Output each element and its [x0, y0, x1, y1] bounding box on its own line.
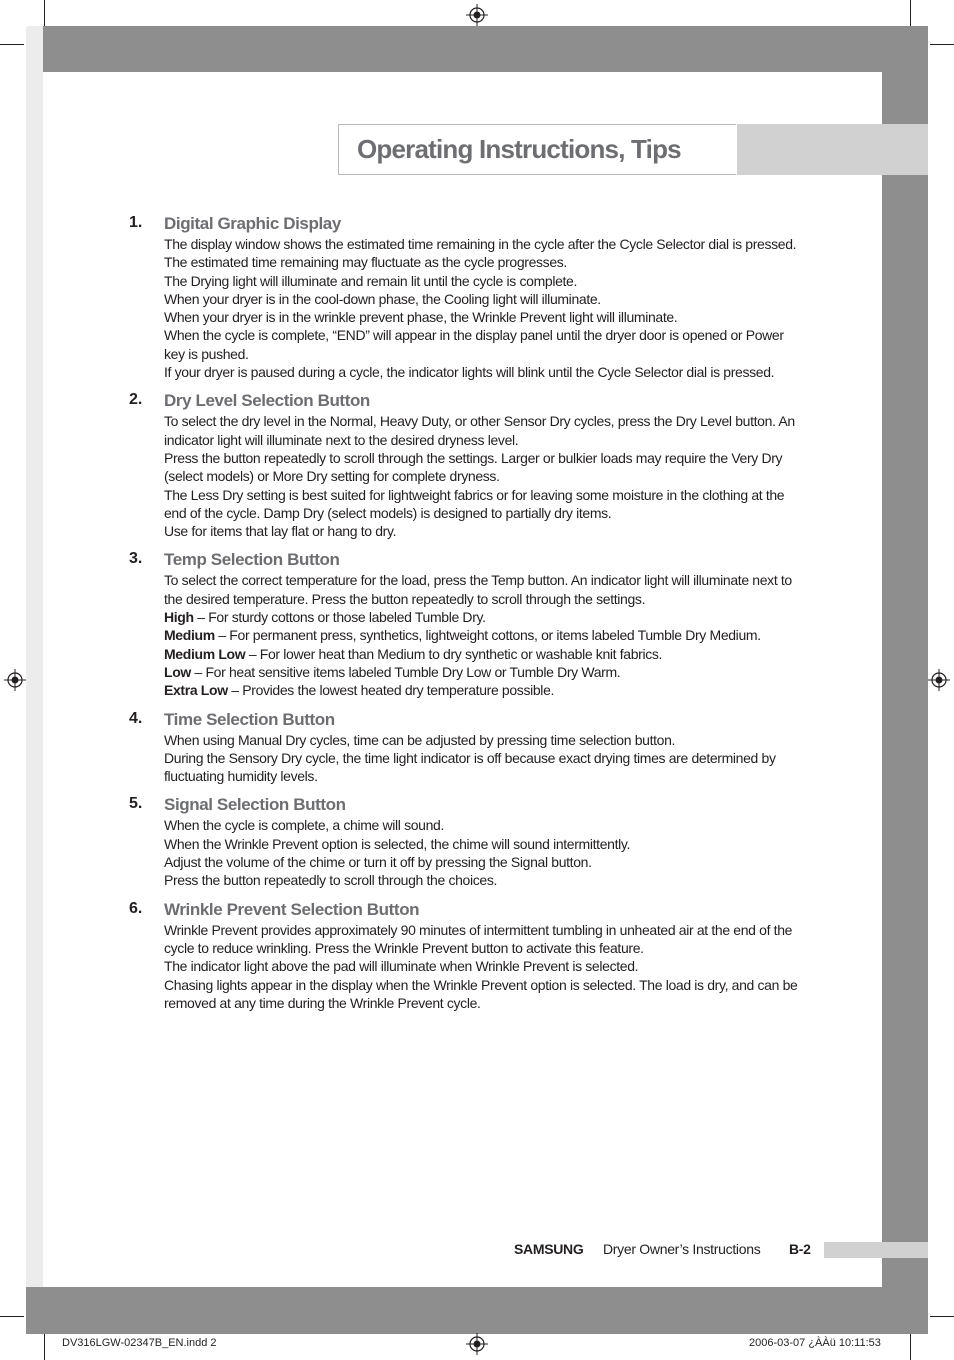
setting-description: – Provides the lowest heated dry temperature possible.: [227, 682, 555, 699]
item-number: 2.: [129, 391, 143, 409]
item-text: When using Manual Dry cycles, time can be adjusted by pressing time selection button.: [164, 731, 676, 748]
list-item: [126, 709, 806, 786]
item-text: The Drying light will illuminate and remain lit until the cycle is complete.: [164, 272, 578, 289]
item-heading: Temp Selection Button: [164, 550, 340, 570]
item-text: Use for items that lay flat or hang to dry.: [164, 523, 397, 540]
item-text: To select the correct temperature for the load, press the Temp button. An indicator light will illuminate next to the desired temperature. Press the button repeatedly to scroll through the settings.: [164, 572, 792, 607]
registration-mark-icon: [466, 1333, 488, 1355]
page-number: B-2: [789, 1241, 811, 1257]
temp-setting: [164, 608, 806, 626]
footer-tab: [824, 1242, 928, 1258]
item-number: 6.: [129, 899, 143, 917]
crop-mark: [930, 1316, 954, 1317]
crop-mark: [930, 44, 954, 45]
title-tab: [737, 124, 928, 175]
setting-description: – For lower heat than Medium to dry synthetic or washable knit fabrics.: [245, 645, 663, 662]
temp-setting: [164, 681, 806, 699]
item-text: When the cycle is complete, “END” will appear in the display panel until the dryer door is opened or Power key is pushed.: [164, 327, 784, 362]
item-heading: Time Selection Button: [164, 709, 335, 729]
list-item: [126, 794, 806, 889]
slug-timestamp: 2006-03-07 ¿ÀÀü 10:11:53: [749, 1337, 881, 1349]
temp-setting: [164, 645, 806, 663]
setting-description: – For permanent press, synthetics, lightweight cottons, or items labeled Tumble Dry Medium.: [214, 627, 761, 644]
crop-mark: [0, 1316, 24, 1317]
item-number: 5.: [129, 795, 143, 813]
item-text: Chasing lights appear in the display when the Wrinkle Prevent option is selected. The load is dry, and can be removed at any time during the Wrinkle Prevent cycle.: [164, 976, 798, 1011]
item-heading: Signal Selection Button: [164, 795, 346, 815]
title-box: [338, 124, 736, 175]
item-number: 4.: [129, 709, 143, 727]
item-text: The indicator light above the pad will illuminate when Wrinkle Prevent is selected.: [164, 958, 639, 975]
item-text: To select the dry level in the Normal, Heavy Duty, or other Sensor Dry cycles, press the Dry Level button. An indicator light will illuminate next to the desired dryness level.: [164, 413, 795, 448]
item-text: When your dryer is in the wrinkle prevent phase, the Wrinkle Prevent light will illuminate.: [164, 309, 678, 326]
setting-term: Medium Low: [164, 645, 246, 662]
item-text: Wrinkle Prevent provides approximately 90 minutes of intermittent tumbling in unheated air at the end of the cycle to reduce wrinkling. Press the Wrinkle Prevent button to activate this feature.: [164, 921, 793, 956]
page-title: Operating Instructions, Tips: [357, 134, 681, 164]
item-text: Adjust the volume of the chime or turn it off by pressing the Signal button.: [164, 854, 592, 871]
temp-setting: [164, 626, 806, 644]
setting-term: Low: [164, 663, 191, 680]
list-item: [126, 899, 806, 1012]
top-band: [26, 26, 928, 72]
item-text: The Less Dry setting is best suited for lightweight fabrics or for leaving some moisture in the clothing at the end of the cycle. Damp Dry (select models) is designed to partially dry items.: [164, 486, 785, 521]
list-item: [126, 213, 806, 381]
item-text: Press the button repeatedly to scroll through the settings. Larger or bulkier loads may require the Very Dry (select models) or More Dry setting for complete dryness.: [164, 449, 783, 485]
setting-term: Extra Low: [164, 682, 228, 699]
crop-mark: [0, 44, 24, 45]
setting-term: High: [164, 609, 194, 626]
footer-brand: SAMSUNG: [514, 1241, 584, 1257]
item-heading: Wrinkle Prevent Selection Button: [164, 899, 420, 919]
left-band: [26, 26, 43, 1334]
item-text: If your dryer is paused during a cycle, the indicator lights will blink until the Cycle Selector dial is pressed.: [164, 364, 775, 381]
footer-doc-title: Dryer Owner’s Instructions: [603, 1241, 761, 1257]
item-text: When the Wrinkle Prevent option is selected, the chime will sound intermittently.: [164, 835, 631, 852]
item-heading: Dry Level Selection Button: [164, 391, 370, 411]
item-text: The display window shows the estimated time remaining in the cycle after the Cycle Selector dial is pressed. The estimated time remaining may fluctuate as the cycle progresses.: [164, 236, 797, 271]
registration-mark-icon: [466, 4, 488, 26]
setting-term: Medium: [164, 627, 215, 644]
item-text: During the Sensory Dry cycle, the time light indicator is off because exact drying times are determined by fluctuating humidity levels.: [164, 749, 776, 785]
item-number: 3.: [129, 550, 143, 568]
item-text: Press the button repeatedly to scroll through the choices.: [164, 872, 498, 889]
setting-description: – For heat sensitive items labeled Tumble Dry Low or Tumble Dry Warm.: [190, 663, 621, 680]
setting-description: – For sturdy cottons or those labeled Tumble Dry.: [193, 609, 486, 626]
bottom-band: [26, 1287, 928, 1334]
item-number: 1.: [129, 214, 143, 231]
registration-mark-icon: [928, 669, 950, 691]
item-text: When the cycle is complete, a chime will sound.: [164, 817, 445, 834]
list-item: [126, 549, 806, 699]
registration-mark-icon: [4, 669, 26, 691]
temp-setting: [164, 663, 806, 681]
item-text: When your dryer is in the cool-down phase, the Cooling light will illuminate.: [164, 290, 601, 307]
right-band: [882, 26, 928, 1334]
slug-filename: DV316LGW-02347B_EN.indd 2: [62, 1337, 217, 1349]
list-item: [126, 390, 806, 540]
item-heading: Digital Graphic Display: [164, 214, 341, 233]
instructions-list: [126, 213, 806, 1021]
